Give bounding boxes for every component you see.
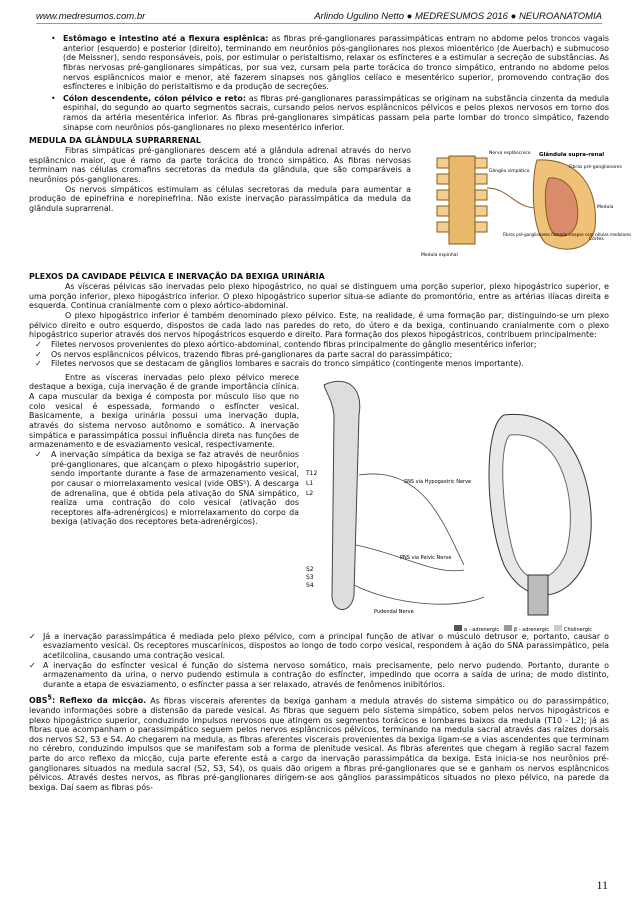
adrenal-figure: [419, 148, 632, 263]
label-pns: PNS via Pelvic Nerve: [400, 554, 452, 561]
legend-alpha: α - adrenergic: [464, 626, 500, 633]
legend-swatch-chol: [554, 625, 562, 631]
label-sns: SNS via Hypogastric Nerve: [404, 478, 472, 485]
page-header: [36, 11, 602, 24]
bullet-stomach: • Estômago e intestino até a flexura esplênica: as fibras pré-ganglionares parassimpáticas entram no abdome pelos troncos vagais anterior (esquerdo) e posterior (direito), terminando em neurônios pós-ganglionares nos plexos mioentérico (de Auerbach) e submucoso (de Meissner), sendo responsáveis, pois, por estimular o peristaltismo, relaxar os esfíncteres e a estimular a secreção de substâncias. As fibras nervosas pré-ganglionares simpáticas, por sua vez, cursam pela parte torácica do tronco simpático, entrando no abdome pelos nervos esplâncnicos maior e menor, até fazerem sinapses nos gânglios celíaco e mesentérico superior, promovendo contração dos esfíncteres e inibição do peristaltismo e da produção de secreções.: [51, 34, 609, 92]
bladder-paragraph: Entre as vísceras inervadas pelo plexo pélvico merece destaque a bexiga, cuja inervação é de grande importância clínica. A capa muscular da bexiga é composta por músculo liso que no colo vesical é espessada, formando o esfíncter vesical. Basicamente, a bexiga urinária possui uma inervação dupla, através do sistema nervoso autônomo e somático. A inervação simpática e parassimpática possui influência direta nas funções de armazenamento e de esvaziamento vesical, respectivamente.: [29, 372, 299, 450]
adrenal-section: [29, 136, 632, 269]
list-item: ✓ Filetes nervosos que se destacam de gânglios lombares e sacrais do tronco simpático (contingente menos importante).: [35, 359, 524, 369]
label-t12: T12: [306, 469, 318, 477]
pelvic-heading: PLEXOS DA CAVIDADE PÉLVICA E INERVAÇÃO DA BEXIGA URINÁRIA: [29, 272, 325, 282]
legend-beta: β - adrenergic: [514, 626, 549, 633]
label-s3: S3: [306, 573, 314, 581]
label-ganglio: Gânglio simpático: [489, 169, 530, 175]
label-glandula: Glândula supra-renal: [539, 152, 605, 159]
label-fibras-pre: Fibras pré-ganglionares: [569, 165, 622, 171]
label-medula-espinhal: Medula espinhal: [421, 253, 458, 259]
label-l1: L1: [306, 479, 314, 487]
bladder-item-somatic: ✓ A inervação do esfíncter vesical é função do sistema nervoso somático, mais precisamente, pelo nervo pudendo. Portanto, durante o armazenamento da urina, o nervo pudendo estimula a contração do esfíncter, impedindo que ocorra a saída de urina; de modo distinto, durante a etapa de esvaziamento, o esfíncter passa a ser relaxado, através de fenômenos inibitórios.: [29, 660, 609, 690]
label-cortex: Córtex: [589, 237, 604, 243]
bladder-figure: [304, 375, 604, 635]
label-pudendal: Pudendal Nerve: [374, 608, 414, 615]
pelvic-paragraph-2: O plexo hipogástrico inferior é também denominado plexo pélvico. Este, na realidade, é uma formação par, distinguindo-se um plexo pélvico direito e outro esquerdo, dispostos de cada lado nas paredes do reto, do útero e da bexiga, continuando cranialmente com o plexo hipogástrico superior através dos nervos hipogástricos esquerdo e direito. Para formação dos plexos hipogástricos, contribuem principalmente:: [29, 310, 609, 340]
label-nervo: Nervo esplâncnico: [489, 151, 531, 157]
bladder-section: [29, 373, 609, 668]
pelvic-paragraph-1: As vísceras pélvicas são inervadas pelo plexo hipogástrico, no qual se distinguem uma porção superior, plexo hipogástrico superior, e uma porção inferior, plexo hipogástrico inferior. O plexo hipogástrico superior situa-se adiante do promontório, entre as artérias ilíacas direita e esquerda. Continua cranialmente com o plexo aórtico-abdominal.: [29, 282, 609, 311]
label-medula-glandula: Medula: [597, 205, 614, 211]
header-author: Arlindo Ugulino Netto ● MEDRESUMOS 2016 ● NEUROANATOMIA: [314, 11, 602, 22]
page-number: 11: [596, 878, 608, 893]
bladder-item-sympathetic: ✓ A inervação simpática da bexiga se faz através de neurônios pré-ganglionares, que alcançam o plexo hipogástrio superior, sendo importante durante a fase de armazenamento vesical, por causar o miorrelaxamento vesical (vide OBS⁵). A descarga de adrenalina, que é obtida pela ativação do SNA simpático, realiza uma contração do colo vesical (ativação dos receptores alfa-adrenérgicos) e miorrelaxamento do corpo da bexiga (ativação dos receptores beta-adrenérgicos).: [35, 449, 299, 527]
obs-paragraph: OBS$^5$: Reflexo da micção. As fibras viscerais aferentes da bexiga ganham a medula através do sistema simpático ou do parassimpático, levando informações sobre a distensão da parede vesical. As fibras que seguem pelo sistema simpático, sobem pelos nervos hipogástricos e plexo hipogástrico superior, conduzindo impulsos nervosos que atingem os segmentos torácicos e lombares baixos da medula (T10 - L2); já as fibras que acompanham o parassimpático seguem pelos nervos esplâncnicos pélvicos, terminando na medula sacral através das raízes dorsais dos nervos S2, S3 e S4. Ao chegarem na medula, as fibras aferentes viscerais provenientes da bexiga ligam-se a vias ascendentes que terminam no cérebro, conduzindo impulsos que se manifestam sob a forma de plenitude vesical. As fibras aferentes que chegam à região sacral fazem parte do arco reflexo da micção, cuja parte eferente está a cargo da inervação parassimpática da bexiga. Esta inicia-se nos neurônios pré-ganglionares situados na medula sacral (S2, S3, S4), os quais dão origem a fibras pré-ganglionares que se e ganham os nervos esplâncnicos pélvicos. Através destes nervos, as fibras pré-ganglionares dirigem-se aos gânglios parassimpáticos situados no plexo pélvico, na parede da bexiga. Daí saem as fibras pós-: [29, 693, 609, 793]
bladder-item-parasympathetic: ✓ Já a inervação parassimpática é mediada pelo plexo pélvico, com a principal função de ativar o músculo detrusor e, portanto, causar o esvaziamento vesical. Os receptores muscarínicos, dispostos ao longo de todo corpo vesical, respondem à ação do SNA parassimpático, pela acetilcolina, causando uma contração vesical.: [29, 631, 609, 661]
list-item: ✓ Os nervos esplâncnicos pélvicos, trazendo fibras pré-ganglionares da parte sacral do parassimpático;: [35, 349, 453, 359]
adrenal-paragraph-1: Fibras simpáticas pré-ganglionares descem até a glândula adrenal através do nervo esplâncnico maior, que é ramo da parte torácica do tronco simpático. As fibras nervosas terminam nas células cromafins secretoras da medula da glândula, que são comparáveis a neurônios pós-ganglionares.: [29, 146, 411, 184]
label-s2: S2: [306, 565, 314, 573]
legend-chol: Cholinergic: [564, 626, 593, 633]
label-fibras-pos: Fibras pré-ganglionares fazendo sinapse com células medulares: [503, 232, 632, 238]
label-s4: S4: [306, 581, 314, 589]
label-l2: L2: [306, 489, 314, 497]
legend-swatch-beta: [504, 625, 512, 631]
legend-swatch-alpha: [454, 625, 462, 631]
page-content: [29, 34, 632, 793]
adrenal-paragraph-2: Os nervos simpáticos estimulam as células secretoras da medula para aumentar a produção de epinefrina e norepinefrina. Não existe inervação parassimpática da medula da glândula suprarrenal.: [29, 184, 411, 213]
header-site: www.medresumos.com.br: [36, 11, 146, 22]
adrenal-heading: MEDULA DA GLÂNDULA SUPRARRENAL: [29, 136, 201, 146]
bullet-colon: • Cólon descendente, cólon pélvico e reto: as fibras pré-ganglionares parassimpáticas se originam na substância cinzenta da medula espinhal, do segundo ao quarto segmentos sacrais, cursando pelos nervos esplâncnicos pélvicos e pelos plexos nervosos em torno dos ramos da artéria mesentérica inferior. As fibras pré-ganglionares simpáticas passam pela parte lombar do tronco simpático, fazendo sinapse com neurônios pós-ganglionares no plexo mesentérico inferior.: [51, 93, 609, 132]
list-item: ✓ Filetes nervosos provenientes do plexo aórtico-abdominal, contendo fibras principalmente do gânglio mesentérico inferior;: [35, 339, 537, 349]
